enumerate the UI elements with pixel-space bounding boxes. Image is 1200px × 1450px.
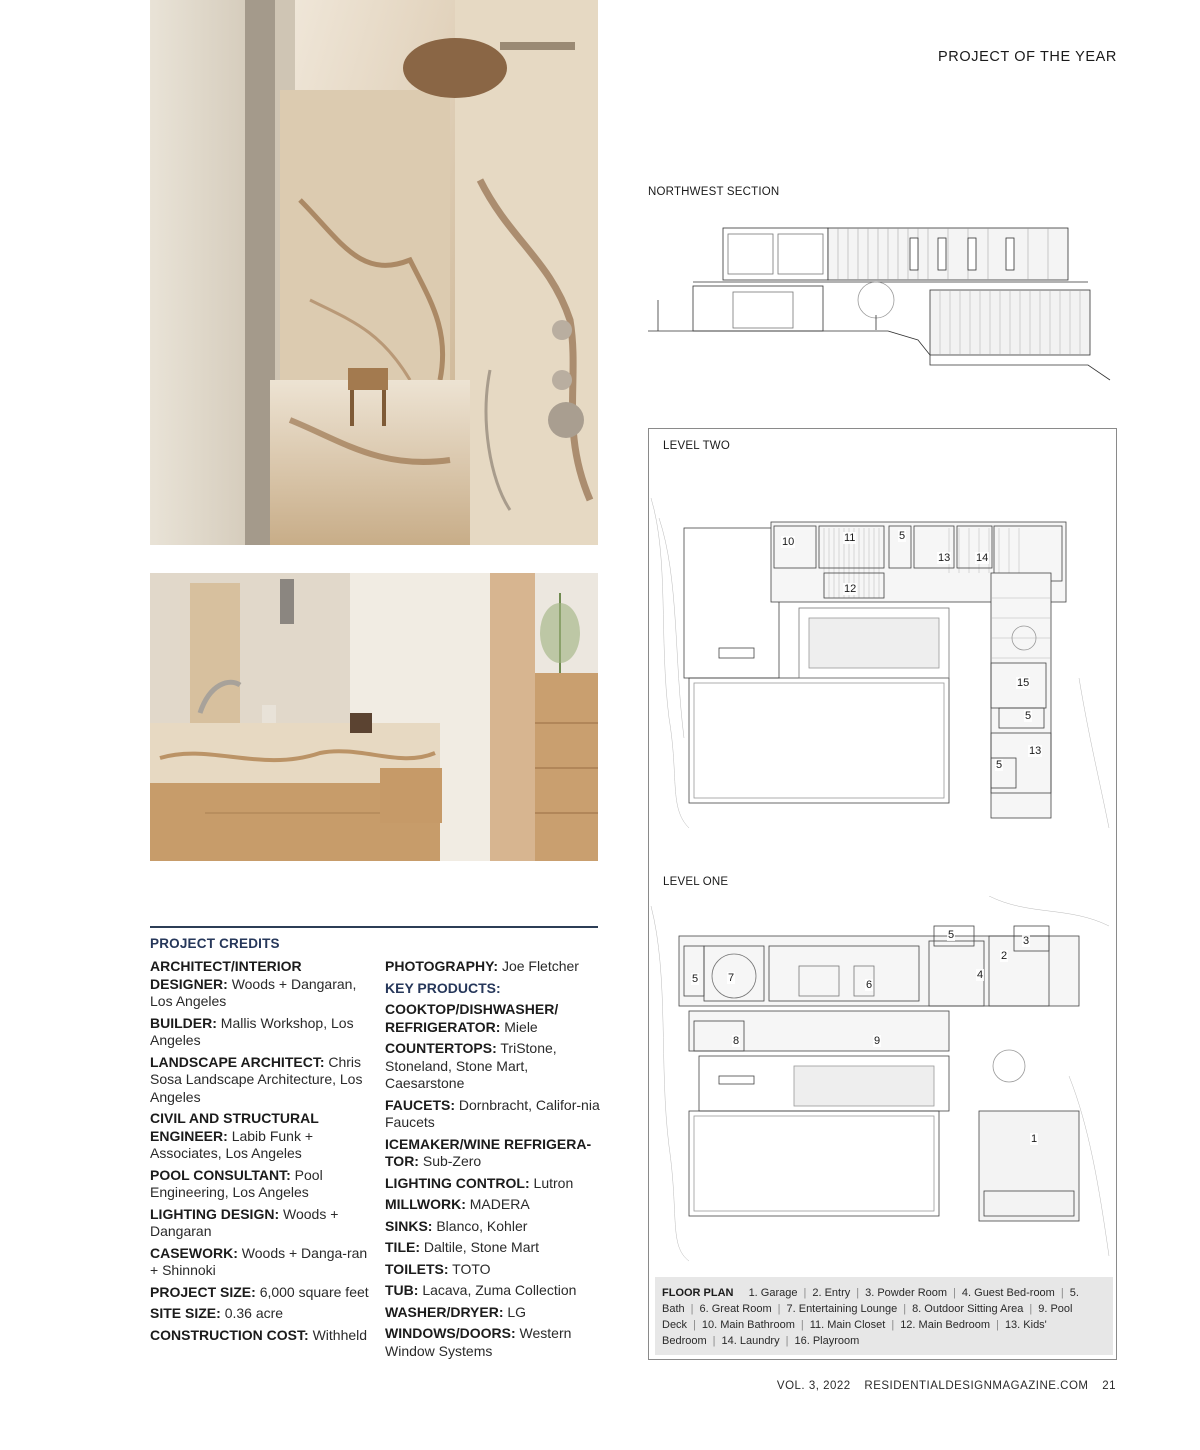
credit-label: PROJECT SIZE: [150, 1283, 256, 1300]
credit-entry [150, 1245, 372, 1280]
credit-label: CIVIL AND STRUCTURAL ENGINEER: [150, 1110, 319, 1144]
credit-entry [150, 958, 372, 1011]
page-footer [767, 1380, 1116, 1392]
legend-item: 5. Bath [662, 1287, 1079, 1315]
credit-value: Withheld [312, 1326, 368, 1343]
credit-entry [150, 1206, 372, 1241]
credit-label: CASEWORK: [150, 1244, 238, 1261]
legend-item: 14. Laundry [721, 1335, 780, 1347]
level-one-plan [649, 896, 1116, 1264]
photography-credit: PHOTOGRAPHY: Joe Fletcher [385, 958, 579, 974]
room-number-label: 13 [938, 552, 951, 564]
credit-label: COUNTERTOPS: [385, 1040, 497, 1056]
credit-entry [385, 1325, 600, 1360]
legend-separator: | [856, 1287, 860, 1299]
credit-value: TriStone, Stoneland, Stone Mart, Caesarstone [385, 1040, 557, 1091]
legend-separator [737, 1287, 749, 1299]
credit-entry [385, 1304, 600, 1322]
room-number-label: 11 [844, 532, 856, 544]
room-number-label: 15 [1017, 677, 1030, 689]
legend-separator: | [785, 1335, 789, 1347]
credit-entry [150, 1167, 372, 1202]
room-number-label: 4 [977, 969, 984, 981]
credit-value: Daltile, Stone Mart [423, 1239, 540, 1255]
legend-separator: | [693, 1319, 696, 1331]
credit-label: SINKS: [385, 1217, 433, 1234]
credit-label: WINDOWS/DOORS: [385, 1325, 516, 1341]
credit-entry [385, 1175, 600, 1193]
room-number-label: 5 [948, 929, 955, 941]
northwest-section-drawing [648, 210, 1118, 385]
legend-separator: | [1060, 1287, 1064, 1299]
credit-entry [150, 1284, 372, 1302]
credit-entry [385, 1239, 600, 1257]
credit-value: Mallis Workshop, Los Angeles [150, 1014, 354, 1048]
credit-value: Pool Engineering, Los Angeles [150, 1166, 323, 1200]
room-number-label: 14 [976, 552, 989, 564]
legend-separator: | [800, 1319, 804, 1331]
level-one-caption: LEVEL ONE [663, 876, 729, 888]
legend-separator: | [891, 1319, 895, 1331]
room-number-label: 3 [1023, 935, 1030, 947]
credit-value: Woods + Dangaran [150, 1205, 339, 1239]
room-number-label: 5 [996, 759, 1003, 771]
legend-item: 13. Kids' Bedroom [662, 1319, 1047, 1347]
room-number-label: 5 [692, 973, 699, 985]
key-products-heading: KEY PRODUCTS: [385, 979, 501, 996]
credit-label: COOKTOP/DISHWASHER/ REFRIGERATOR: [385, 1001, 559, 1035]
credit-value: Lacava, Zuma Collection [422, 1282, 577, 1298]
legend-item: 2. Entry [812, 1287, 851, 1299]
credit-value: 0.36 acre [224, 1305, 284, 1321]
room-number-label: 7 [728, 972, 735, 984]
credit-value: Western Window Systems [385, 1325, 572, 1359]
legend-item: 3. Powder Room [865, 1287, 948, 1299]
credit-entry [385, 1282, 600, 1300]
legend-separator: | [996, 1319, 999, 1331]
credit-entry [385, 1097, 600, 1132]
legend-item: 12. Main Bedroom [900, 1319, 991, 1331]
room-number-label: 6 [866, 979, 873, 991]
credit-value: Woods + Danga-ran + Shinnoki [150, 1244, 368, 1278]
legend-separator: | [903, 1303, 907, 1315]
legend-item: 11. Main Closet [809, 1319, 886, 1331]
credit-label: LIGHTING CONTROL: [385, 1174, 530, 1191]
legend-title: FLOOR PLAN [662, 1287, 734, 1299]
vanity-photo [150, 573, 598, 861]
credits-right-column [385, 958, 600, 1364]
credit-label: ICEMAKER/WINE REFRIGERA-TOR: [385, 1135, 592, 1169]
floor-plan-legend [655, 1277, 1113, 1355]
credit-label: TILE: [385, 1239, 420, 1255]
credit-entry [385, 1136, 600, 1171]
credits-divider [150, 926, 598, 928]
room-number-label: 5 [1025, 710, 1032, 722]
credit-label: CONSTRUCTION COST: [150, 1326, 309, 1343]
credit-value: Labib Funk + Associates, Los Angeles [150, 1127, 314, 1161]
legend-separator: | [712, 1335, 716, 1347]
key-products-list [385, 1001, 600, 1360]
credits-left-column [150, 958, 372, 1348]
level-two-caption: LEVEL TWO [663, 440, 730, 452]
credit-value: Sub-Zero [422, 1153, 482, 1169]
credit-entry [150, 1327, 372, 1345]
legend-separator: | [1029, 1303, 1033, 1315]
section-caption: NORTHWEST SECTION [648, 186, 780, 198]
credit-entry [385, 1001, 600, 1036]
room-number-label: 2 [1001, 950, 1008, 962]
credit-label: TOILETS: [385, 1260, 449, 1277]
footer-page-number: 21 [1102, 1380, 1116, 1392]
room-number-label: 5 [899, 530, 906, 542]
legend-separator: | [953, 1287, 956, 1299]
legend-separator: | [803, 1287, 807, 1299]
legend-item: 4. Guest Bed-room [961, 1287, 1055, 1299]
credit-label: POOL CONSULTANT: [150, 1166, 291, 1183]
credit-entry [150, 1110, 372, 1163]
credits-heading: PROJECT CREDITS [150, 936, 280, 951]
credit-value: Miele [504, 1018, 538, 1035]
legend-item: 10. Main Bathroom [701, 1319, 795, 1331]
credit-entry [150, 1015, 372, 1050]
room-number-label: 9 [874, 1035, 881, 1047]
room-number-label: 10 [782, 536, 795, 548]
footer-site: RESIDENTIALDESIGNMAGAZINE.COM [864, 1380, 1089, 1392]
shower-photo [150, 0, 598, 545]
credit-value: TOTO [452, 1260, 491, 1277]
credit-value: Lutron [533, 1174, 574, 1191]
room-number-label: 8 [733, 1035, 740, 1047]
room-number-label: 13 [1029, 745, 1042, 757]
credit-entry [385, 1196, 600, 1214]
credit-label: LANDSCAPE ARCHITECT: [150, 1053, 325, 1070]
legend-item: 9. Pool Deck [662, 1303, 1073, 1331]
legend-item: 1. Garage [748, 1287, 798, 1299]
credit-label: MILLWORK: [385, 1196, 466, 1212]
credit-label: TUB: [385, 1282, 419, 1298]
room-number-label: 1 [1031, 1133, 1038, 1145]
credit-entry [150, 1054, 372, 1107]
credit-value: Woods + Dangaran, Los Angeles [150, 975, 357, 1009]
credit-label: FAUCETS: [385, 1096, 455, 1113]
credit-value: MADERA [469, 1196, 530, 1212]
legend-separator: | [690, 1303, 694, 1315]
credit-value: LG [507, 1303, 527, 1320]
credit-entry [150, 1305, 372, 1323]
legend-item: 8. Outdoor Sitting Area [912, 1303, 1024, 1315]
legend-item: 6. Great Room [699, 1303, 772, 1315]
credit-label: LIGHTING DESIGN: [150, 1205, 280, 1222]
room-number-label: 12 [844, 583, 857, 595]
credit-entry [385, 1040, 600, 1093]
legend-item: 7. Entertaining Lounge [786, 1303, 898, 1315]
credit-value: Blanco, Kohler [436, 1217, 528, 1234]
credit-entry [385, 1218, 600, 1236]
level-two-plan [649, 478, 1116, 838]
section-label: PROJECT OF THE YEAR [938, 49, 1117, 65]
footer-volume: VOL. 3, 2022 [776, 1380, 851, 1392]
credit-entry [385, 1261, 600, 1279]
credit-label: SITE SIZE: [150, 1305, 221, 1321]
credit-value: Chris Sosa Landscape Architecture, Los Angeles [150, 1053, 363, 1105]
credit-label: BUILDER: [150, 1014, 217, 1031]
credit-value: Dornbracht, Califor-nia Faucets [385, 1096, 600, 1130]
credit-label: WASHER/DRYER: [385, 1303, 504, 1320]
legend-item: 16. Playroom [794, 1335, 860, 1347]
legend-separator: | [777, 1303, 781, 1315]
credit-value: 6,000 square feet [259, 1283, 369, 1300]
credit-label: ARCHITECT/INTERIOR DESIGNER: [150, 958, 302, 992]
